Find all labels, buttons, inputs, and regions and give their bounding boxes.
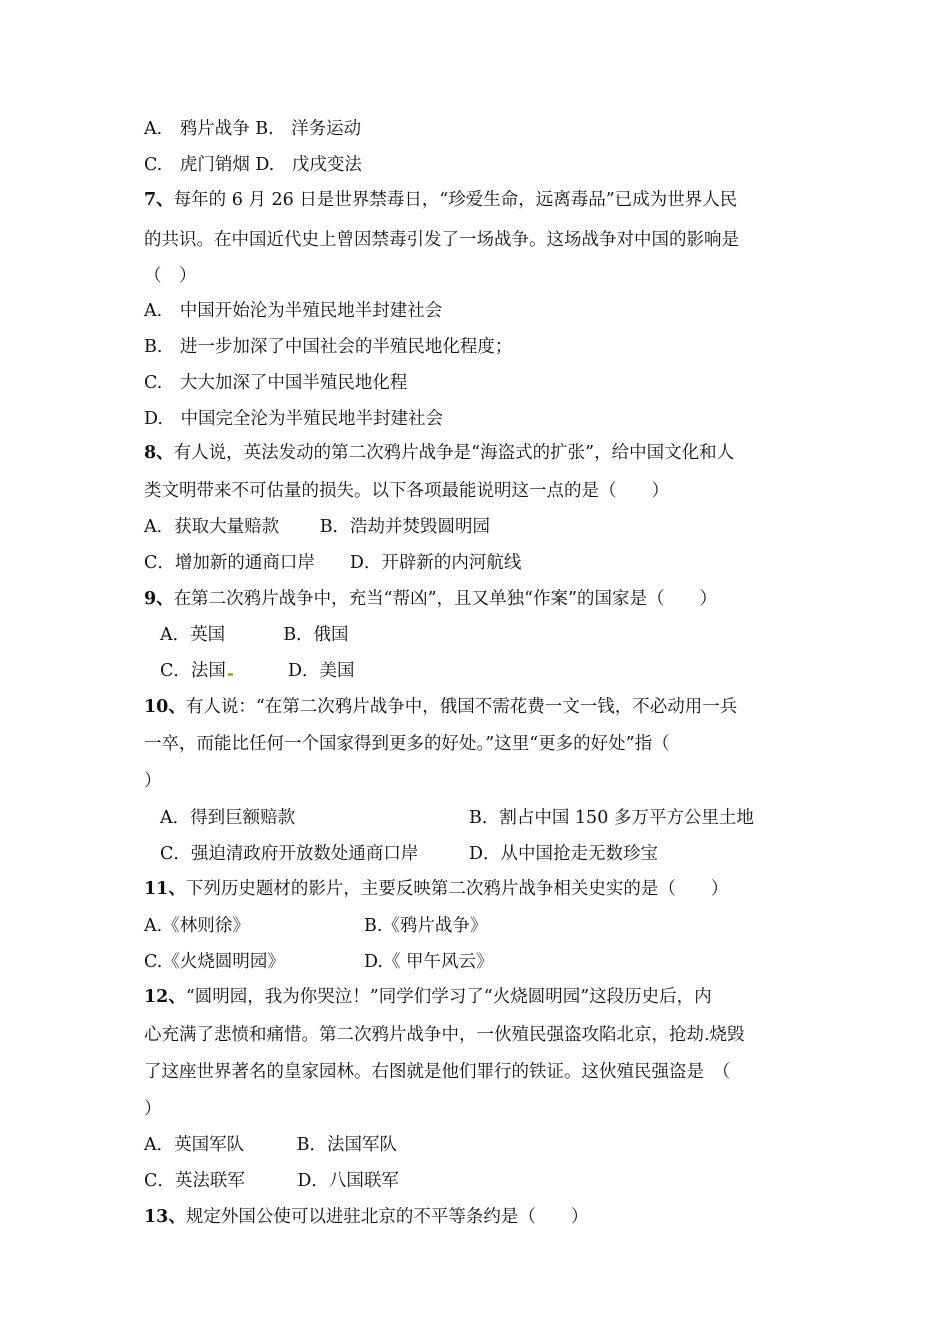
q12-stem-line-1 (144, 985, 712, 1009)
q8-number: 8、 (144, 443, 174, 463)
q12-stem-line-2: 心充满了悲愤和痛惜。第二次鸦片战争中，一伙殖民强盗攻陷北京，抢劫.烧毁 (144, 1025, 745, 1045)
q12-number: 12、 (144, 987, 186, 1007)
q13-text-1: 规定外国公使可以进驻北京的不平等条约是（ ） (185, 1207, 589, 1227)
q9-option-c (160, 659, 233, 683)
q12-text-1: “圆明园，我为你哭泣！”同学们学习了“火烧圆明园”这段历史后，内 (185, 987, 712, 1007)
q8-options-cd: C．增加新的通商口岸 D．开辟新的内河航线 (144, 553, 522, 573)
q10-stem-line-2: 一卒，而能比任何一个国家得到更多的好处。”这里“更多的好处”指（ (144, 734, 670, 754)
q11-text-1: 下列历史题材的影片，主要反映第二次鸦片战争相关史实的是（ ） (185, 879, 729, 899)
q11-stem-line-1 (144, 877, 728, 901)
q11-option-b: B.《鸦片战争》 (364, 916, 488, 936)
q10-stem-line-3: ） (144, 771, 162, 791)
q7-stem-line-2: 的共识。在中国近代史上曾因禁毒引发了一场战争。这场战争对中国的影响是 (144, 230, 739, 250)
q7-stem-line-3: （ ） (144, 266, 197, 286)
q10-text-1: 有人说：“在第二次鸦片战争中，俄国不需花费一文一钱，不必动用一兵 (185, 697, 738, 717)
q8-stem-line-1 (144, 441, 734, 465)
q10-option-b: B．割占中国 150 多万平方公里土地 (469, 808, 754, 828)
q6-options-ab: A. 鸦片战争 B. 洋务运动 (144, 119, 362, 139)
q13-number: 13、 (144, 1207, 186, 1227)
q9-text-1: 在第二次鸦片战争中，充当“帮凶”，且又单独“作案”的国家是（ ） (173, 589, 717, 609)
q9-number: 9、 (144, 589, 174, 609)
q9-option-d: D．美国 (288, 661, 355, 681)
q10-option-c: C．强迫清政府开放数处通商口岸 (160, 844, 419, 864)
q9-stem-line-1 (144, 587, 717, 611)
highlight-mark (228, 673, 233, 676)
q7-text-1: 每年的 6 月 26 日是世界禁毒日，“珍爱生命，远离毒品”已成为世界人民 (173, 190, 738, 210)
q10-stem-line-1 (144, 695, 737, 719)
q12-options-ab: A．英国军队 B．法国军队 (144, 1135, 397, 1155)
q7-option-c: C. 大大加深了中国半殖民地化程 (144, 373, 408, 393)
q11-option-a: A.《林则徐》 (144, 916, 250, 936)
q6-options-cd: C. 虎门销烟 D. 戊戌变法 (144, 155, 362, 175)
q8-text-1: 有人说，英法发动的第二次鸦片战争是“海盗式的扩张”，给中国文化和人 (173, 443, 735, 463)
q10-option-a: A．得到巨额赔款 (160, 808, 296, 828)
q7-number: 7、 (144, 190, 174, 210)
q12-options-cd: C．英法联军 D．八国联军 (144, 1171, 399, 1191)
q12-stem-line-3: 了这座世界著名的皇家园林。右图就是他们罪行的铁证。这伙殖民强盗是 （ (144, 1062, 731, 1082)
q8-options-ab: A．获取大量赔款 B．浩劫并焚毁圆明园 (144, 517, 491, 537)
q11-number: 11、 (144, 879, 186, 899)
q7-option-d: D. 中国完全沦为半殖民地半封建社会 (144, 409, 443, 429)
q7-option-b: B. 进一步加深了中国社会的半殖民地化程度； (144, 337, 513, 357)
q12-stem-line-4: ） (144, 1099, 162, 1119)
q8-stem-line-2: 类文明带来不可估量的损失。以下各项最能说明这一点的是（ ） (144, 481, 669, 501)
q11-option-d: D.《 甲午风云》 (364, 952, 494, 972)
q10-number: 10、 (144, 697, 186, 717)
q10-option-d: D．从中国抢走无数珍宝 (469, 844, 659, 864)
q13-stem-line-1 (144, 1205, 588, 1229)
q9-option-c-text: C．法国 (160, 661, 226, 681)
q7-stem-line-1 (144, 188, 737, 212)
q11-option-c: C.《火烧圆明园》 (144, 952, 285, 972)
q9-options-ab: A．英国 B．俄国 (160, 625, 349, 645)
q7-option-a: A. 中国开始沦为半殖民地半封建社会 (144, 301, 443, 321)
